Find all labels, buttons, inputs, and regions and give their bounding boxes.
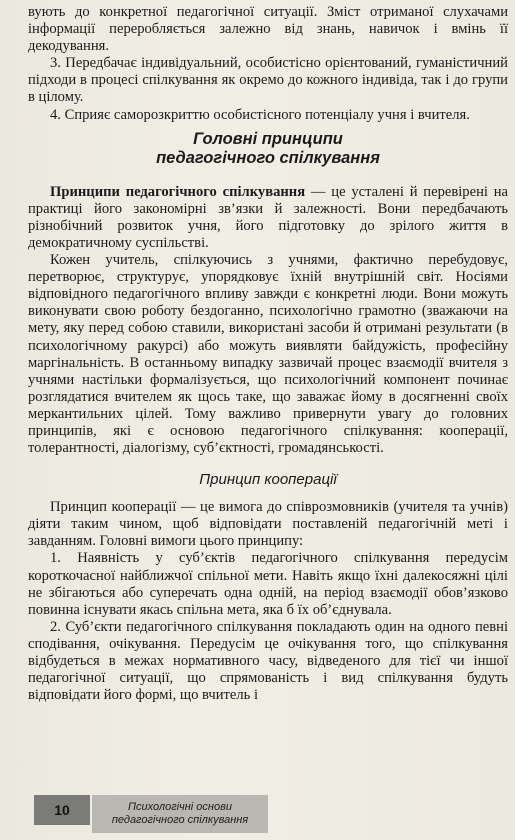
running-title-line-2: педагогічного спілкування	[111, 814, 249, 826]
heading-line-2: педагогічного спілкування	[156, 148, 380, 167]
page-footer	[34, 795, 274, 833]
paragraph-item-3: 3. Передбачає індивідуальний, особистісно орієнтований, гуманістичний підходи в процесі спілкування як окремо до кожного індивіда, так і до групи в цілому.	[28, 55, 508, 106]
section-heading-main-principles	[28, 130, 508, 168]
paragraph-cooperation: Принцип кооперації — це вимога до співрозмовників (учителя та учнів) діяти таким чином, щоб відповідати поставленій педагогічній меті і завданням. Головні вимоги цього принципу:	[28, 499, 508, 550]
paragraph-definition	[28, 184, 508, 252]
running-title-line-1: Психологічні основи	[128, 801, 232, 813]
paragraph-teacher: Кожен учитель, спілкуючись з учнями, фактично перебудовує, перетворює, структурує, упорядковує їхній внутрішній світ. Носіями відповідного педагогічного впливу завжди є конкретні люди. Вони можуть виконувати свою роботу бездоганно, психологічно грамотно (зважаючи на мету, яку перед собою ставили, використані засоби й отримані результати (в психологічному ракурсі) або можуть виявляти байдужість, професійну маргінальність. В останньому випадку зазвичай процес взаємодії вчителя з учнями настільки формалізується, що психологічний компонент починає розглядатися вчителем як щось таке, що заважає йому в досягненні своїх меркантильних цілей. Тому важливо привернути увагу до головних принципів, які є основою педагогічного спілкування: кооперації, толерантності, діалогізму, суб’єктності, громадянськості.	[28, 252, 508, 457]
running-title	[92, 795, 268, 833]
defined-term: Принципи педагогічного спілкування	[50, 183, 306, 200]
paragraph-item-4: 4. Сприяє саморозкриттю особистісного потенціалу учня і вчителя.	[50, 106, 470, 123]
heading-line-1: Головні принципи	[193, 129, 343, 148]
paragraph-continuation: вують до конкретної педагогічної ситуації. Зміст отриманої слухачами інформації переробляється залежно від знань, навичок і вмінь її декодування.	[28, 4, 508, 55]
requirement-2: 2. Суб’єкти педагогічного спілкування покладають один на одного певні сподівання, очікування. Передусім це очікування того, що спілкування відбудеться в межах нормативного часу, відведеного для тієї чи іншої педагогічної ситуації, що спрямованість і вид спілкування будуть відповідати його формі, що вчитель і	[28, 618, 508, 704]
requirement-1: 1. Наявність у суб’єктів педагогічного спілкування передусім короткочасної найближчої спільної мети. Навіть якщо їхні далекосяжні цілі не збігаються або суперечать одна одній, на період взаємодії обов’язково повинна існувати якась спільна мета, яка б їх об’єднувала.	[28, 550, 508, 618]
page-number: 10	[34, 795, 90, 825]
definition-text: — це усталені й перевірені на практиці його закономірні зв’язки й залежності. Вони передбачають різнобічний розвиток учня, його підготовку до зрілого життя в демократичному суспільстві.	[28, 183, 508, 251]
section-heading-cooperation: Принцип кооперації	[199, 471, 337, 489]
page-body	[28, 4, 508, 704]
